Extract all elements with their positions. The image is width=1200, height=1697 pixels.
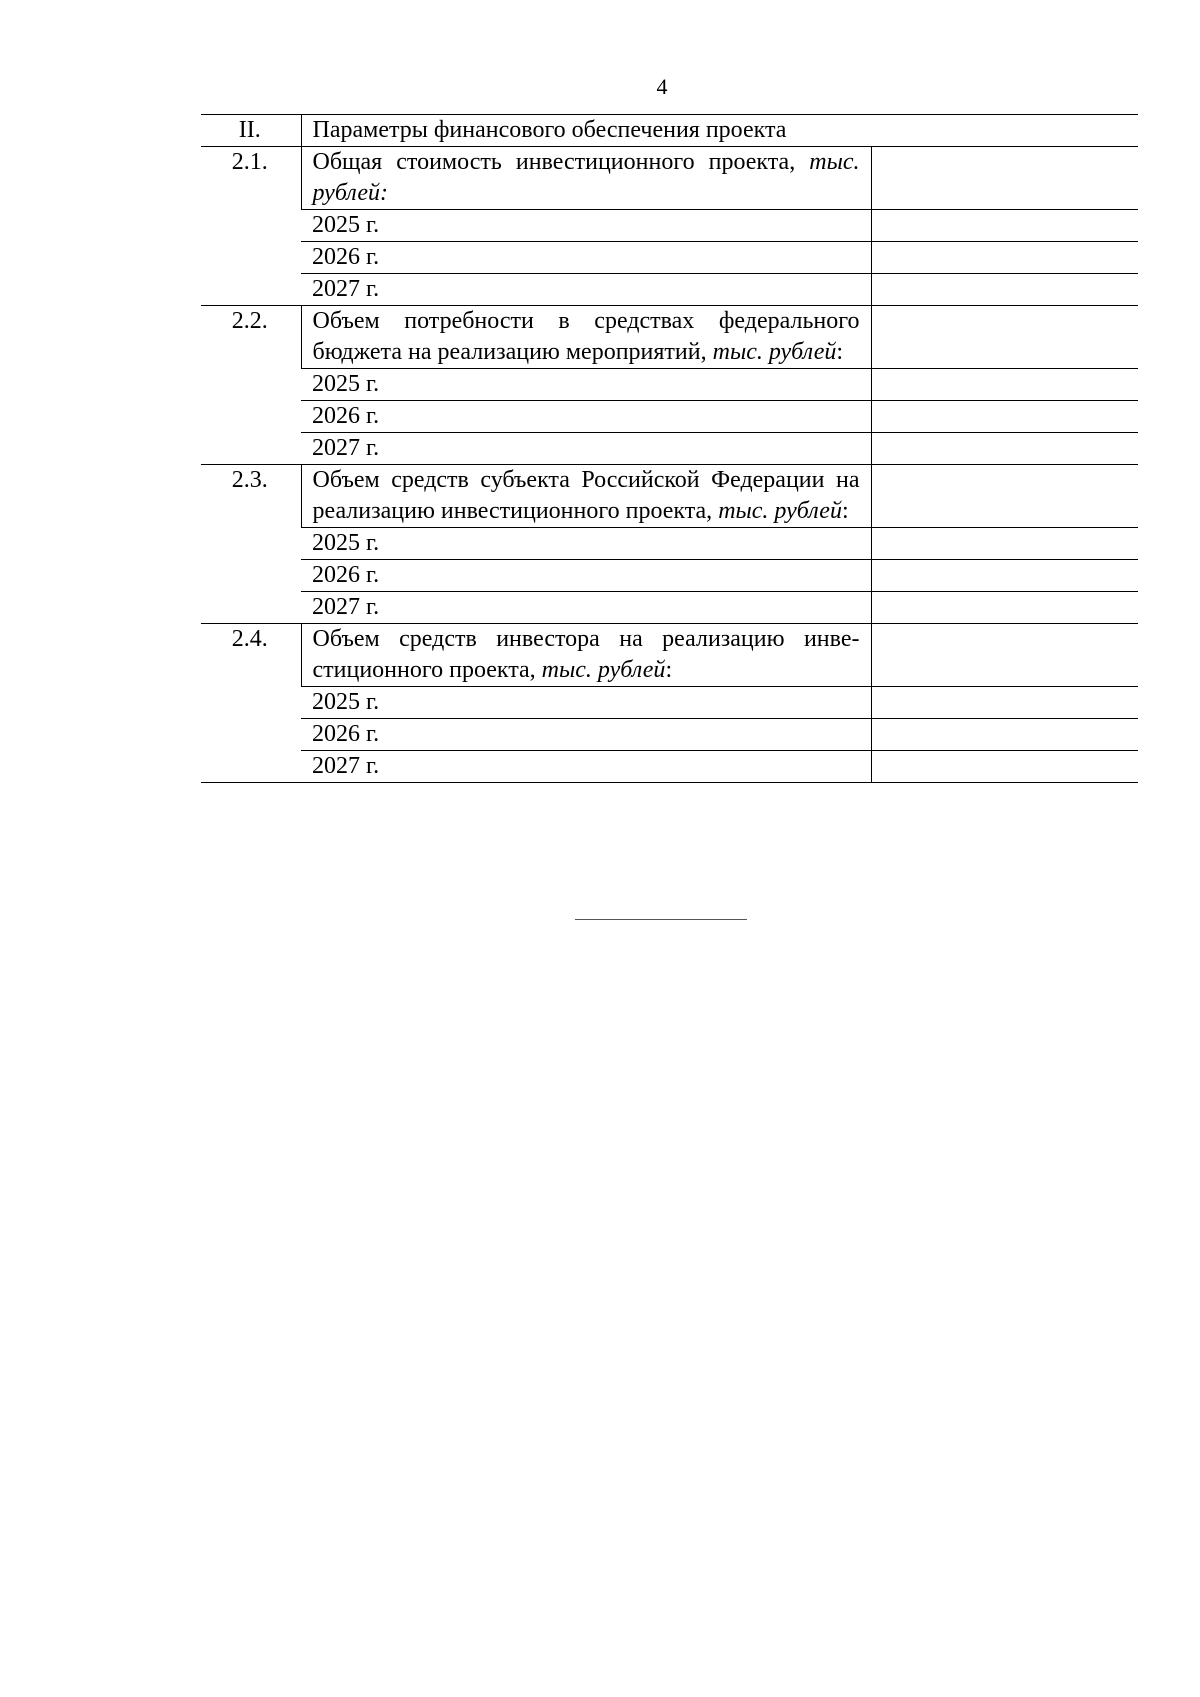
item-description — [301, 306, 871, 369]
item-unit: тыс. рублей — [718, 498, 842, 524]
item-unit: тыс. рублей — [712, 339, 837, 365]
value-cell — [871, 433, 1138, 465]
section-title: Параметры финансового обеспечения проекта — [301, 115, 1138, 147]
section-header-row — [201, 115, 1138, 147]
item-unit: тыс. рублей — [541, 657, 666, 683]
financial-parameters-table — [201, 114, 1138, 783]
value-cell — [871, 369, 1138, 401]
year-row — [201, 528, 1138, 560]
value-cell — [871, 306, 1138, 369]
item-description — [301, 147, 871, 210]
year-row — [201, 274, 1138, 306]
value-cell — [871, 210, 1138, 242]
year-row — [201, 433, 1138, 465]
year-label: 2027 г. — [301, 592, 871, 624]
year-label: 2027 г. — [301, 433, 871, 465]
year-label: 2026 г. — [301, 401, 871, 433]
item-text: Общая стоимость инвестиционного проекта, — [312, 149, 796, 175]
item-text: Объем средств субъекта Российской Федерации на реализацию инвестиционного проекта, — [312, 467, 860, 524]
year-row — [201, 210, 1138, 242]
value-cell — [871, 274, 1138, 306]
page-number: 4 — [656, 74, 668, 99]
value-cell — [871, 147, 1138, 210]
year-label: 2026 г. — [301, 719, 871, 751]
year-row — [201, 687, 1138, 719]
value-cell — [871, 528, 1138, 560]
item-text: Объем средств инвестора на реализацию инвестиционного проекта, — [312, 626, 860, 683]
closing-divider — [575, 919, 747, 920]
table-row — [201, 147, 1138, 210]
year-row — [201, 242, 1138, 274]
value-cell — [871, 687, 1138, 719]
value-cell — [871, 401, 1138, 433]
item-description — [301, 624, 871, 687]
year-label: 2026 г. — [301, 560, 871, 592]
item-text: Объем потребности в средствах федерального бюджета на реализацию мероприятий, — [312, 308, 860, 365]
item-number: 2.1. — [201, 147, 301, 306]
year-row — [201, 560, 1138, 592]
item-number: 2.3. — [201, 465, 301, 624]
value-cell — [871, 465, 1138, 528]
item-suffix: : — [836, 339, 844, 365]
year-label: 2025 г. — [301, 369, 871, 401]
value-cell — [871, 592, 1138, 624]
year-row — [201, 592, 1138, 624]
year-label: 2025 г. — [301, 528, 871, 560]
year-row — [201, 369, 1138, 401]
year-label: 2027 г. — [301, 751, 871, 783]
year-label: 2025 г. — [301, 210, 871, 242]
item-number: 2.4. — [201, 624, 301, 783]
year-label: 2025 г. — [301, 687, 871, 719]
table-row — [201, 465, 1138, 528]
year-label: 2026 г. — [301, 242, 871, 274]
item-suffix: : — [841, 498, 849, 524]
year-row — [201, 401, 1138, 433]
value-cell — [871, 560, 1138, 592]
item-suffix: : — [665, 657, 673, 683]
value-cell — [871, 751, 1138, 783]
year-label: 2027 г. — [301, 274, 871, 306]
value-cell — [871, 624, 1138, 687]
year-row — [201, 719, 1138, 751]
value-cell — [871, 242, 1138, 274]
section-number: II. — [201, 115, 301, 147]
item-number: 2.2. — [201, 306, 301, 465]
table-row — [201, 306, 1138, 369]
year-row — [201, 751, 1138, 783]
value-cell — [871, 719, 1138, 751]
item-description — [301, 465, 871, 528]
table-row — [201, 624, 1138, 687]
item-unit: тыс. рублей: — [312, 149, 860, 206]
